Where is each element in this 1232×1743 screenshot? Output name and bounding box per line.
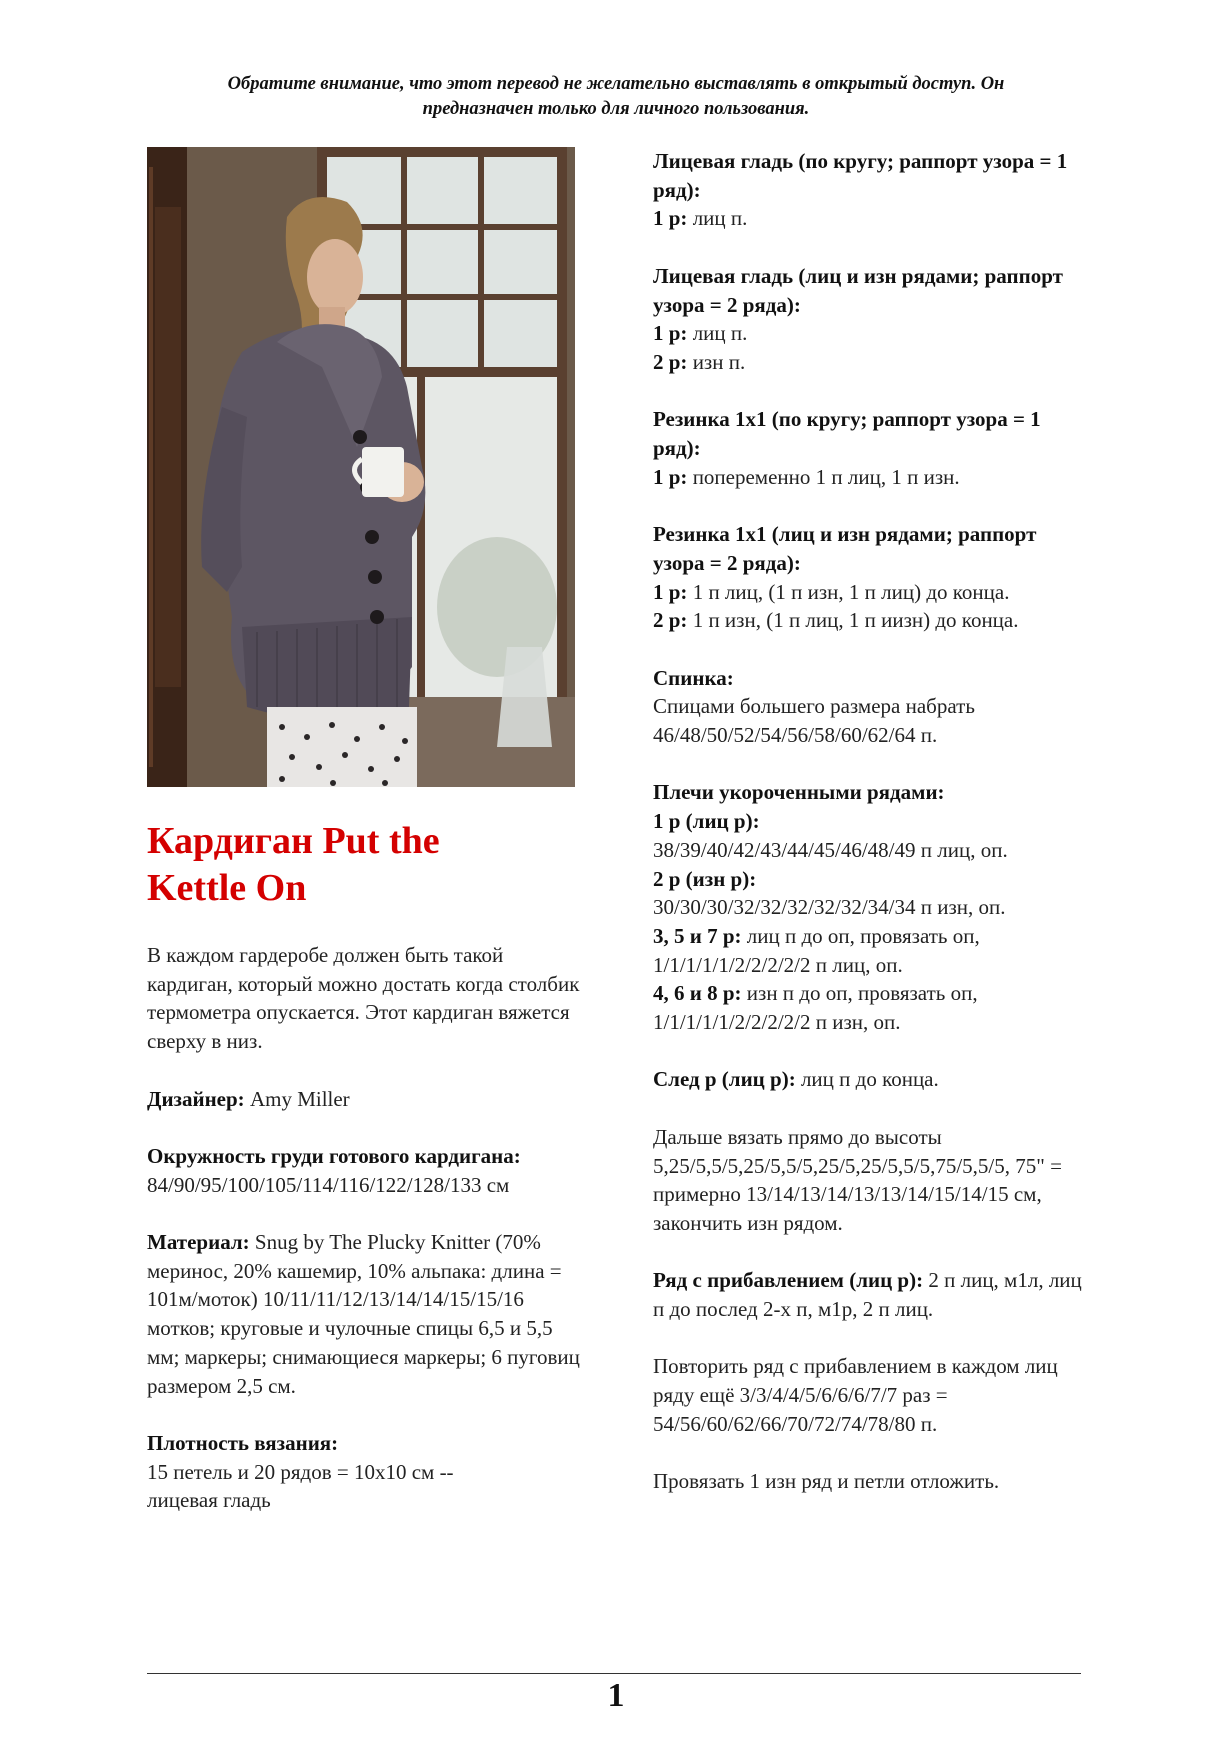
row-label: 3, 5 и 7 р:: [653, 923, 742, 948]
next-row-text: лиц п до конца.: [800, 1067, 939, 1092]
bust-label: Окружность груди готового кардигана:: [147, 1143, 521, 1168]
row-text: попеременно 1 п лиц, 1 п изн.: [692, 464, 960, 489]
final-paragraph: Провязать 1 изн ряд и петли отложить.: [653, 1469, 1000, 1494]
row-text: 1 п лиц, (1 п изн, 1 п лиц) до конца.: [692, 579, 1010, 604]
pattern-title: [147, 818, 577, 912]
gauge-paragraph: [147, 1429, 587, 1515]
bust-paragraph: [147, 1142, 587, 1199]
row-text: лиц п.: [692, 206, 748, 231]
gauge-line1: 15 петель и 20 рядов = 10х10 см --: [147, 1459, 454, 1484]
right-column: [653, 147, 1093, 1525]
shoulders-title: Плечи укороченными рядами:: [653, 780, 945, 805]
row-text: изн п.: [692, 349, 746, 374]
pattern-title-line1: Кардиган Put the: [147, 820, 440, 862]
cardigan-photo: [147, 147, 575, 787]
gauge-label: Плотность вязания:: [147, 1430, 339, 1455]
stockinette-round-title: Лицевая гладь (по кругу; раппорт узора = 1 ряд):: [653, 149, 1068, 202]
stockinette-flat-section: [653, 262, 1093, 377]
increase-row-text: 2 п лиц, м1л, лиц п до послед 2-х п, м1р, 2 п лиц.: [653, 1268, 1082, 1321]
row-label: 1 р:: [653, 464, 688, 489]
footer-divider: [147, 1673, 1081, 1674]
row-label: 2 р:: [653, 349, 688, 374]
material-label: Материал:: [147, 1229, 250, 1254]
increase-row-label: Ряд с прибавлением (лиц р):: [653, 1268, 924, 1293]
page-number: 1: [607, 1677, 625, 1714]
repeat-paragraph: Повторить ряд с прибавлением в каждом лиц ряду ещё 3/3/4/4/5/6/6/6/7/7 раз = 54/56/60/62/66/70/72/74/78/80 п.: [653, 1354, 1058, 1436]
stockinette-flat-title: Лицевая гладь (лиц и изн рядами; раппорт узора = 2 ряда):: [653, 263, 1063, 317]
gauge-line2: лицевая гладь: [147, 1488, 271, 1513]
material-value: Snug by The Plucky Knitter (70% меринос, 20% кашемир, 10% альпака: длина = 101м/моток) 10/11/11/12/13/14/14/15/15/16 мотков; круговые и чулочные спицы 6,5 и 5,5 мм; маркеры; снимающиеся маркеры; 6 пуговиц размером 2,5 см.: [147, 1229, 580, 1398]
rib-round-section: [653, 405, 1093, 491]
row-text: лиц п до оп, провязать оп, 1/1/1/1/1/2/2/2/2/2 п лиц, оп.: [653, 923, 980, 977]
designer-paragraph: [147, 1085, 587, 1114]
row-label: 1 р:: [653, 321, 688, 346]
row-label: 1 р:: [653, 206, 688, 231]
rib-flat-section: [653, 520, 1093, 635]
pattern-title-line2: Kettle On: [147, 867, 307, 909]
rib-flat-title: Резинка 1х1 (лиц и изн рядами; раппорт узора = 2 ряда):: [653, 522, 1037, 575]
row-label: 1 р:: [653, 579, 688, 604]
usage-notice-line2: предназначен только для личного пользования.: [422, 99, 810, 119]
back-section: [653, 664, 1093, 750]
designer-label: Дизайнер:: [147, 1086, 245, 1111]
shoulders-section: [653, 778, 1093, 1036]
row-text: 30/30/30/32/32/32/32/32/34/34 п изн, оп.: [653, 895, 1006, 920]
next-row-section: [653, 1065, 1093, 1094]
stockinette-round-section: [653, 147, 1093, 233]
back-text: Спицами большего размера набрать 46/48/50/52/54/56/58/60/62/64 п.: [653, 694, 975, 747]
bust-value: 84/90/95/100/105/114/116/122/128/133 см: [147, 1172, 510, 1197]
row-text: 1 п изн, (1 п лиц, 1 п иизн) до конца.: [692, 608, 1019, 633]
increase-row-section: [653, 1266, 1093, 1323]
back-title: Спинка:: [653, 665, 734, 690]
row-label: 4, 6 и 8 р:: [653, 981, 742, 1006]
material-paragraph: [147, 1228, 587, 1400]
rib-round-title: Резинка 1х1 (по кругу; раппорт узора = 1 ряд):: [653, 407, 1041, 460]
designer-value: Amy Miller: [249, 1086, 350, 1111]
usage-notice: [150, 72, 1082, 122]
continue-paragraph: Дальше вязать прямо до высоты 5,25/5,5/5,25/5,5/5,25/5,25/5,5/5,75/5,5/5, 75" = примерно 13/14/13/14/13/13/14/15/14/15 см, закончить изн рядом.: [653, 1124, 1062, 1235]
next-row-label: След р (лиц р):: [653, 1067, 796, 1092]
row-text: лиц п.: [692, 321, 748, 346]
intro-paragraph: В каждом гардеробе должен быть такой кардиган, который можно достать когда столбик термометра опускается. Этот кардиган вяжется сверху в низ.: [147, 943, 580, 1054]
row-label: 2 р:: [653, 608, 688, 633]
usage-notice-line1: Обратите внимание, что этот перевод не желательно выставлять в открытый доступ. Он: [227, 74, 1005, 94]
row-label: 1 р (лиц р):: [653, 809, 760, 834]
row-label: 2 р (изн р):: [653, 866, 757, 891]
left-column: [147, 941, 587, 1544]
row-text: 38/39/40/42/43/44/45/46/48/49 п лиц, оп.: [653, 837, 1008, 862]
row-text: изн п до оп, провязать оп, 1/1/1/1/1/2/2/2/2/2 п изн, оп.: [653, 981, 978, 1035]
